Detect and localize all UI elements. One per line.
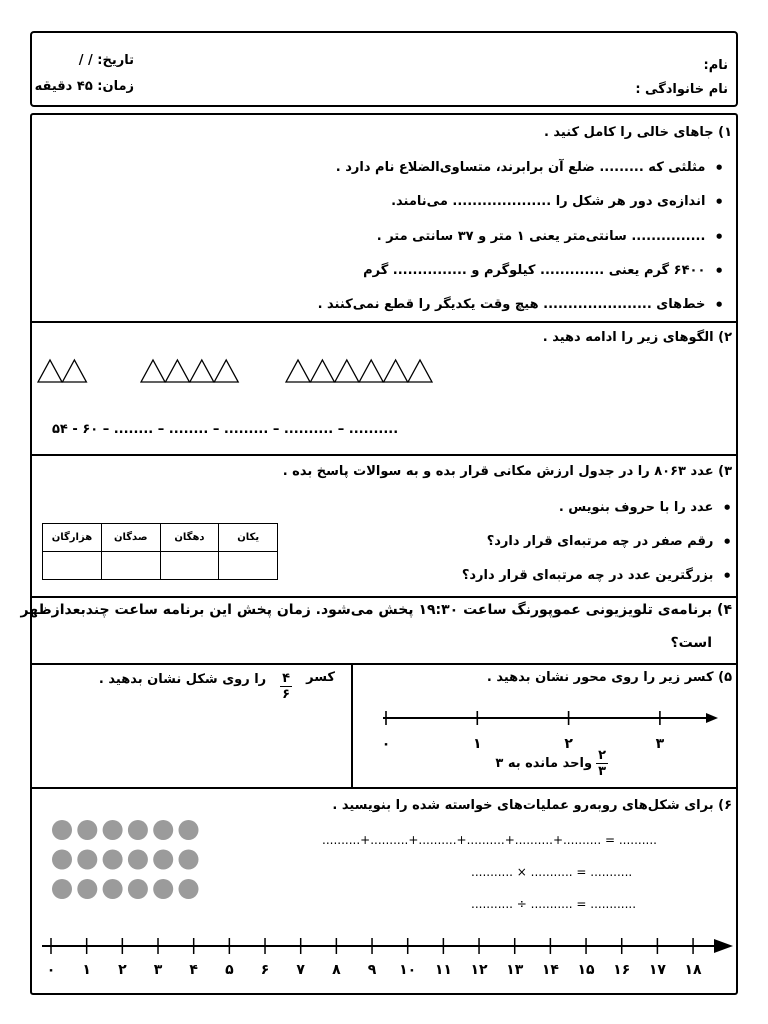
fraction-denominator: ۳ [598,764,606,779]
triangle-shape [38,360,62,382]
divider-q2-q3 [30,454,738,456]
q5-left-suffix: را روی شکل نشان بدهید . [98,672,267,687]
axis-tick-label: ۳ [153,962,163,978]
triangle-shape [214,360,238,382]
dot [52,850,72,870]
axis-tick-label: ۰ [46,962,56,978]
arrow-head-icon [714,939,733,953]
axis-tick-label: ۱۱ [434,962,452,978]
q1-item [336,159,724,177]
dot [128,879,148,899]
header-tens: دهگان [160,524,219,552]
dot [103,879,123,899]
divider-q1-q2 [30,321,738,323]
dot [103,820,123,840]
family-name-label: نام خانوادگی : [635,82,728,97]
triangle-group [38,360,86,382]
triangle-shape [408,360,432,382]
axis-tick-label: ۶ [260,962,270,978]
q5-left-fraction [280,671,292,702]
q1-item-text: مثلثی که ......... ضلع آن برابرند، متساوی‌الضلاع نام دارد . [335,160,706,175]
divider-q5-halves [351,664,353,788]
q6-number-line [30,928,738,986]
q1-title: ۱) جاهای خالی را کامل کنید . [543,125,732,140]
axis-tick-label: ۱۰ [399,962,417,978]
fraction-denominator: ۶ [282,687,291,702]
bullet-icon: • [714,296,724,314]
fraction-numerator: ۲ [598,748,606,763]
q5-fraction-text: واحد مانده به ۳ [495,755,593,771]
bullet-icon: • [722,533,732,551]
dot [128,820,148,840]
dot [52,879,72,899]
q4-text-line2: است؟ [670,635,712,651]
axis-tick-label: ۹ [367,962,377,978]
divider-q5-q6 [30,787,738,789]
fraction-numerator: ۴ [282,671,291,686]
q1-item [363,262,724,280]
q1-item-text: ............... سانتی‌متر یعنی ۱ متر و ۳۷ سانتی متر . [376,229,706,244]
axis-tick-label: ۱۲ [470,962,488,978]
answer-cell-hundreds [101,552,160,580]
arrow-head-icon [706,713,718,723]
q4-text-line1: ۴) برنامه‌ی تلویزیونی عموپورنگ ساعت ۱۹:۳۰ پخش می‌شود. زمان پخش این برنامه ساعت چندبعدازظهر [20,602,732,618]
dot [77,850,97,870]
divider-q4-q5 [30,663,738,665]
q5-left-prefix: کسر [306,670,335,685]
q1-item-text: ۶۴۰۰ گرم یعنی ............. کیلوگرم و ............... گرم [363,263,706,278]
header-ones: یکان [219,524,278,552]
q1-item [391,193,724,211]
q2-title: ۲) الگوهای زیر را ادامه دهید . [542,330,732,345]
triangle-patterns [30,355,738,387]
q3-item-text: رقم صفر در چه مرتبه‌ای قرار دارد؟ [486,534,714,549]
q1-item [318,296,724,314]
triangle-shape [310,360,334,382]
name-label: نام: [703,58,728,73]
q5-fraction-caption [495,748,608,779]
dot [153,879,173,899]
triangle-shape [190,360,214,382]
divider-q3-q4 [30,596,738,598]
q1-item-text: اندازه‌ی دور هر شکل را .................... می‌نامند. [391,194,706,209]
number-sequence: ۵۴ - ۶۰ – ........ – ........ – ......... – .......... – .......... [52,422,399,437]
dot [77,820,97,840]
triangle-group [141,360,238,382]
triangle-shape [286,360,310,382]
dot [179,879,199,899]
answer-cell-tens [160,552,219,580]
dot [128,850,148,870]
q5-left-instruction [99,669,335,702]
axis-tick-label: ۵ [225,962,234,978]
axis-tick-label: ۱۸ [684,962,702,978]
axis-tick-label: ۲ [564,736,573,752]
dot [179,820,199,840]
q3-item [462,567,732,585]
dot [52,820,72,840]
dot-array [48,816,208,906]
division-equation: ........... ÷ ........... = ............ [471,897,637,911]
date-label: تاریخ: / / [78,53,134,68]
q3-item [487,533,732,551]
bullet-icon: • [714,159,724,177]
triangle-shape [62,360,86,382]
multiplication-equation: ........... × ........... = ........... [471,865,633,879]
bullet-icon: • [722,567,732,585]
triangle-shape [335,360,359,382]
dot [103,850,123,870]
answer-cell-thousands [43,552,102,580]
axis-tick-label: ۸ [332,962,341,978]
axis-tick-label: ۱۴ [541,962,559,978]
dot [153,850,173,870]
dot [153,820,173,840]
axis-tick-label: ۱۳ [506,962,524,978]
header-hundreds: صدگان [101,524,160,552]
axis-tick-label: ۳ [655,736,665,752]
header-thousands: هزارگان [43,524,102,552]
bullet-icon: • [714,262,724,280]
header-box [30,31,738,107]
place-value-header-row [43,524,278,552]
triangle-shape [384,360,408,382]
bullet-icon: • [714,193,724,211]
q5-fraction [596,748,608,779]
dot [77,879,97,899]
dot [179,850,199,870]
q3-item-text: عدد را با حروف بنویس . [558,500,714,515]
axis-tick-label: ۰ [381,736,391,752]
q3-item-text: بزرگترین عدد در چه مرتبه‌ای قرار دارد؟ [461,568,714,583]
axis-tick-label: ۱۵ [577,962,595,978]
axis-tick-label: ۱۷ [648,962,666,978]
axis-tick-label: ۲ [118,962,127,978]
q3-title: ۳) عدد ۸۰۶۳ را در جدول ارزش مکانی قرار بده و به سوالات پاسخ بده . [282,464,732,479]
bullet-icon: • [714,228,724,246]
triangle-shape [141,360,165,382]
triangle-group [286,360,432,382]
q6-title: ۶) برای شکل‌های روبه‌رو عملیات‌های خواسته شده را بنویسید . [332,798,732,813]
place-value-table [42,523,278,580]
q3-item [559,499,732,517]
triangle-shape [165,360,189,382]
axis-tick-label: ۱ [473,736,482,752]
q5-title: ۵) کسر زیر را روی محور نشان بدهید . [486,670,732,685]
time-label: زمان: ۴۵ دقیقه [34,79,134,94]
axis-tick-label: ۷ [296,962,305,978]
addition-equation: ..........+..........+..........+..........+..........+.......... = .......... [322,833,657,847]
axis-tick-label: ۱۶ [613,962,631,978]
answer-cell-ones [219,552,278,580]
bullet-icon: • [722,499,732,517]
place-value-answer-row [43,552,278,580]
q1-item [377,228,724,246]
axis-tick-label: ۱ [82,962,91,978]
q1-item-text: خط‌های ...................... هیچ وقت یکدیگر را قطع نمی‌کنند . [317,297,706,312]
axis-tick-label: ۴ [189,962,198,978]
triangle-shape [359,360,383,382]
